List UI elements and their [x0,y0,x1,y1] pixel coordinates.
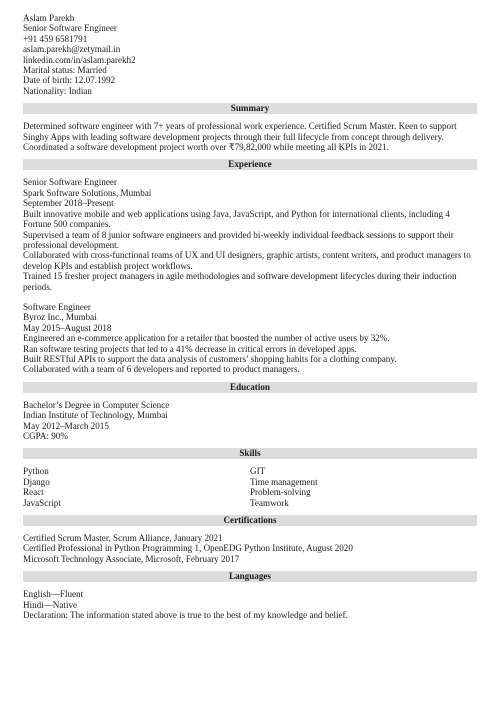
job-dates-2: May 2015–August 2018 [23,322,112,333]
job-bullet: Supervised a team of 8 junior software engineers and provided bi-weekly individual feedback sessions to support their professional development. [23,229,454,250]
job-bullet: Trained 15 fresher project managers in agile methodologies and software development lifecycles during their induction periods. [23,271,457,292]
candidate-name: Aslam Parekh [23,13,75,23]
job-title-1: Senior Software Engineer [23,177,117,188]
skills-heading: Skills [23,448,477,459]
job-bullet: Engineered an e-commerce application for a retailer that boosted the number of active users by 32%. [23,333,390,344]
job-company-1: Spark Software Solutions, Mumbai [23,187,152,198]
job-dates-1: September 2018–Present [23,198,114,209]
job-bullet: Collaborated with cross-functional teams of UX and UI designers, graphic artists, content writers, and product managers to develop KPIs and establish project workflows. [23,250,471,271]
date-of-birth: Date of birth: 12.07.1992 [23,75,116,86]
job-title-2: Software Engineer [23,301,91,312]
job-bullet: Collaborated with a team of 6 developers and reported to product managers. [23,364,300,375]
certifications-heading: Certifications [23,515,477,526]
certification-item: Certified Scrum Master, Scrum Alliance, January 2021 [23,533,223,544]
summary-heading: Summary [23,103,477,114]
degree: Bachelor’s Degree in Computer Science [23,399,170,410]
skill-item: Django [23,476,50,487]
job-title: Senior Software Engineer [23,23,117,34]
job-bullet: Built innovative mobile and web applications using Java, JavaScript, and Python for international clients, including 4 Fortune 500 companies. [23,208,450,230]
education-heading: Education [23,382,477,393]
skill-item: Problem-solving [250,487,311,498]
language-item: English—Fluent [23,589,84,600]
certification-item: Microsoft Technology Associate, Microsoft, February 2017 [23,553,240,564]
marital-status: Marital status: Married [23,65,107,76]
education-block [23,400,477,442]
skill-item: Teamwork [250,497,289,508]
summary-text: Determined software engineer with 7+ years of professional work experience. Certified Scrum Master. Keen to support Singhy Apps with leading software development projects through their full lifecycle from concept through delivery. Coordinated a software development project worth over ₹79,82,000 while meeting all KPIs in 2021. [23,121,457,153]
skills-column-left [23,466,250,508]
declaration: Declaration: The information stated above is true to the best of my knowledge and belief. [23,610,348,621]
skills-column-right [250,466,477,508]
experience-heading: Experience [23,159,477,170]
language-item: Hindi—Native [23,599,78,610]
skill-item: Time management [250,476,318,487]
skill-item: Python [23,466,49,477]
skill-item: GIT [250,466,266,477]
phone-number: +91 459 6581791 [23,33,88,44]
school: Indian Institute of Technology, Mumbai [23,410,168,421]
certifications-list [23,533,477,564]
linkedin-url: linkedin.com/in/aslam.parekh2 [23,54,136,65]
education-dates: May 2012–March 2015 [23,420,109,431]
certification-item: Certified Professional in Python Programming 1, OpenEDG Python Institute, August 2020 [23,543,353,554]
nationality: Nationality: Indian [23,85,92,96]
job-entry-2 [23,302,477,375]
skill-item: React [23,487,44,498]
contact-block [23,13,477,96]
skills-grid [23,466,477,508]
languages-list [23,589,477,620]
email-address: aslam.parekh@zetymail.in [23,44,121,55]
cgpa: CGPA: 90% [23,431,68,441]
job-bullet: Ran software testing projects that led to a 41% decrease in critical errors in developed apps. [23,343,357,354]
job-bullet: Built RESTful APIs to support the data analysis of customers’ shopping habits for a clothing company. [23,353,397,364]
languages-heading: Languages [23,571,477,582]
job-entry-1 [23,177,477,291]
job-company-2: Byroz Inc., Mumbai [23,312,97,323]
skill-item: JavaScript [23,497,61,508]
